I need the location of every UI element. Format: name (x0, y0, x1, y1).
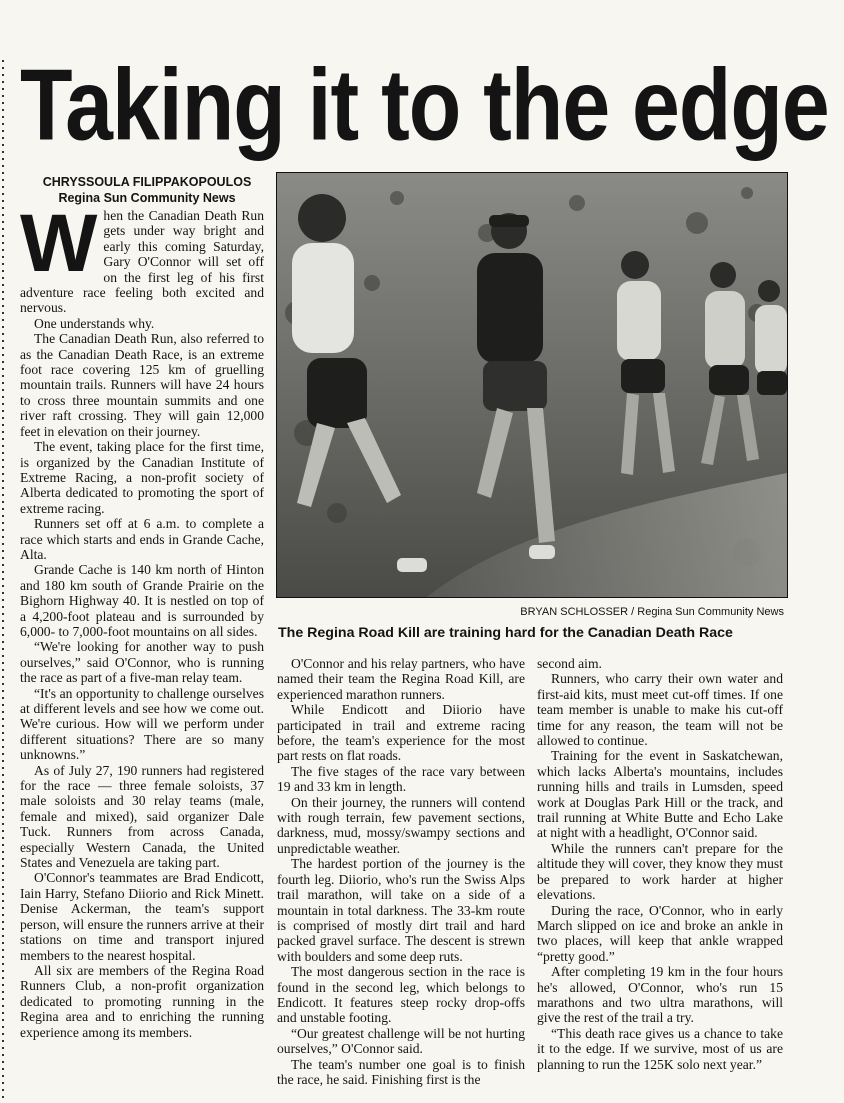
paragraph: second aim. (537, 656, 602, 671)
photo-credit: BRYAN SCHLOSSER / Regina Sun Community News (520, 606, 784, 618)
paragraph: On their journey, the runners will contend with rough terrain, few pavement sections, darkness, mud, mossy/swampy sections and unpredictable weather. (277, 794, 525, 856)
paragraph: Training for the event in Saskatchewan, which lacks Alberta's mountains, includes running hills and trails in Lumsden, speed work at Douglas Park Hill or the track, and trail running at White Butte and Echo Lake at night with a headlight, O'Connor said. (537, 748, 783, 841)
paragraph: “This death race gives us a chance to take it to the edge. If we survive, most of us are planning to run the 125K solo next year.” (537, 1025, 783, 1072)
paragraph: During the race, O'Connor, who in early March slipped on ice and broke an ankle in two places, will keep that ankle wrapped “pretty good.” (537, 902, 783, 964)
byline-organization: Regina Sun Community News (58, 191, 236, 205)
article-column-2 (277, 656, 525, 1087)
page-edge-border (2, 60, 4, 1100)
headline: Taking it to the edge (20, 48, 829, 162)
paragraph: “We're looking for another way to push ourselves,” said O'Connor, who is running the race as part of a five-man relay team. (20, 639, 264, 686)
paragraph: While the runners can't prepare for the altitude they will cover, they know they must be prepared to work harder at higher elevations. (537, 840, 783, 903)
paragraph: While Endicott and Diiorio have participated in trail and extreme racing before, the team's experience for the most part rests on flat roads. (277, 702, 525, 764)
paragraph: The Canadian Death Run, also referred to as the Canadian Death Race, is an extreme foot race covering 125 km of gruelling mountain trails. Runners will have 24 hours to cross three mountain summits and one river raft crossing. They will gain 12,000 feet in elevation on their journey. (20, 331, 264, 439)
runners-photo-illustration (277, 173, 787, 597)
article-column-3 (537, 656, 783, 1072)
drop-cap: W (20, 198, 98, 289)
paragraph: Runners set off at 6 a.m. to complete a race which starts and ends in Grande Cache, Alta. (20, 516, 264, 562)
runners-photo (276, 172, 788, 598)
paragraph: “Our greatest challenge will be not hurting ourselves,” O'Connor said. (277, 1025, 525, 1057)
paragraph: After completing 19 km in the four hours he's allowed, O'Connor, who's run 15 marathons and two ultra marathons, will give the rest of the trail a try. (537, 964, 783, 1026)
paragraph: The team's number one goal is to finish the race, he said. Finishing first is the (277, 1056, 525, 1087)
paragraph: As of July 27, 190 runners had registered for the race — three female soloists, 37 male soloists and 30 relay teams (male, female and mixed), said organizer Dale Tuck. Runners from across Canada, especially Western Canada, the United States and Venezuela are taking part. (20, 762, 264, 871)
paragraph: Grande Cache is 140 km north of Hinton and 180 km south of Grande Prairie on the Bighorn Highway 40. It is nestled on top of a 4,200-foot plateau and is surrounded by 6,000- to 7,000-foot mountains on all sides. (20, 562, 264, 639)
byline-author: CHRYSSOULA FILIPPAKOPOULOS (42, 175, 252, 189)
paragraph: O'Connor's teammates are Brad Endicott, Iain Harry, Stefano Diiorio and Rick Minett. Denise Ackerman, the team's support person, will ensure the runners arrive at their stations on time and transport injured members to the nearest hospital. (20, 870, 264, 963)
paragraph: Runners, who carry their own water and first-aid kits, must meet cut-off times. If one team member is unable to make his cut-off time for any reason, the team will not be allowed to continue. (537, 671, 783, 749)
paragraph: hen the Canadian Death Run gets under way bright and early this coming Saturday, Gary O'Connor will set off on the first leg of his first adventure race feeling both excited and nervous. (20, 208, 264, 316)
paragraph: All six are members of the Regina Road Runners Club, a non-profit organization dedicated to promoting running in the Regina area and to enriching the running experience among its members. (20, 962, 264, 1040)
paragraph: The event, taking place for the first time, is organized by the Canadian Institute of Extreme Racing, a non-profit society of Alberta dedicated to promoting the sport of extreme racing. (20, 439, 264, 516)
photo-caption: The Regina Road Kill are training hard for the Canadian Death Race (278, 625, 733, 641)
paragraph: The most dangerous section in the race is found in the second leg, which belongs to Endicott. It features steep rocky drop-offs and unstable footing. (277, 964, 525, 1026)
paragraph: One understands why. (34, 315, 155, 331)
paragraph: The five stages of the race vary between 19 and 33 km in length. (277, 763, 525, 795)
paragraph: The hardest portion of the journey is the fourth leg. Diiorio, who's run the Swiss Alps trail marathon, will take on a side of a mountain in total darkness. The 33-km route is comprised of mostly dirt trail and hard packed gravel surface. The descent is strewn with boulders and some deep ruts. (277, 856, 525, 964)
paragraph: O'Connor and his relay partners, who have named their team the Regina Road Kill, are experienced marathon runners. (277, 656, 525, 702)
paragraph: “It's an opportunity to challenge ourselves at different levels and see how we come out. We're curious. How will we perform under different situations? There are so many unknowns.” (20, 685, 264, 763)
